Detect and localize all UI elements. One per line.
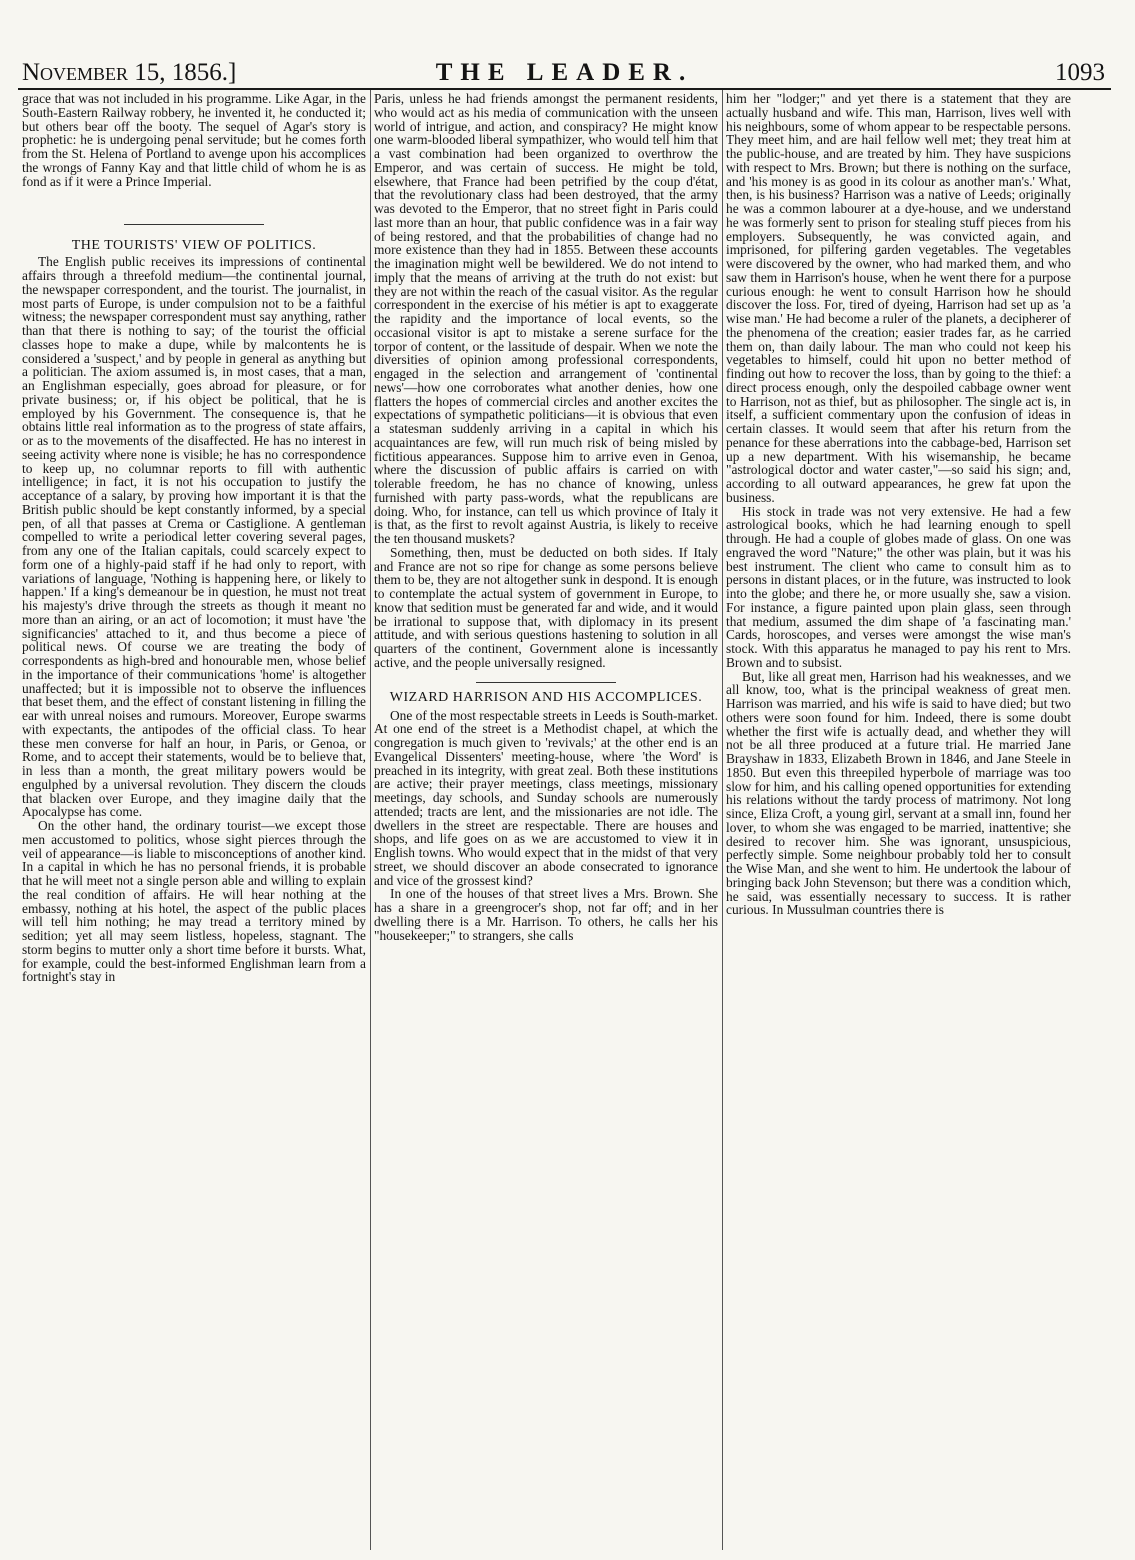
article-continuation: Paris, unless he had friends amongst the permanent residents, who would act as his media of communication with the unseen world of intrigue, and action, and conspiracy? He might know one warm-blooded liberal sympathizer, who would tell him that a vast combination had been organized to overthrow the Emperor, and was certain of success. He might be told, elsewhere, that France had been petrified by the coup d'état, that the revolutionary class had been destroyed, that the army was devoted to the Emperor, that no street fight in Paris could last more than an hour, that public confidence was in a fair way of being restored, and that the probabilities of change had no more existence than they had in 1855. Between these accounts the imagination might well be bewildered. We do not intend to imply that the means of arriving at the truth do not exist: but they are not within the reach of the casual visitor. As the regular correspondent in the exercise of his métier is apt to exaggerate the rapidity and the importance of local events, so the occasional visitor is apt to mistake a serene surface for the torpor of content, or the lassitude of despair. When we note the diversities of opinion among professional correspondents, engaged in the selection and arrangement of 'continental news'—how one corroborates what another denies, how one flatters the hopes of commercial circles and another excites the expectations of sympathetic politicians—it is obvious that even a statesman suddenly arriving in a capital in which his acquaintances are few, will run much risk of being misled by fictitious appearances. Suppose him to arrive even in Genoa, where the discussion of public affairs is carried on with tolerable freedom, he has no chance of knowing, unless furnished with party pass-words, what the republicans are doing. Who, for instance, can tell us which province of Italy it is that, as the first to revolt against Austria, is likely to receive the ten thousand muskets?: [374, 92, 718, 546]
publication-title: THE LEADER.: [435, 59, 694, 86]
paragraph: One of the most respectable streets in Leeds is South-market. At one end of the street is a Methodist chapel, at which the congregation is much given to 'revivals;' at the other end is an Evangelical Dissenters' meeting-house, where 'the Word' is preached in its integrity, with great zeal. Both these institutions are active; their prayer meetings, class meetings, missionary meetings, day schools, and Sunday schools are numerously attended; tracts are lent, and the missionaries are not idle. The dwellers in the street are respectable. There are houses and shops, and life goes on as we are accustomed to view it in English towns. Who would expect that in the midst of that very street, we should discover an abode consecrated to ignorance and vice of the grossest kind?: [374, 707, 718, 888]
masthead: [18, 58, 1111, 90]
paragraph: But, like all great men, Harrison had his weaknesses, and we all know, too, what is the principal weakness of great men. Harrison was married, and his wife is said to have died; but two others were soon found for him. Indeed, there is some doubt whether the first wife is actually dead, and whether they will not be all three produced at a future trial. He married Jane Brayshaw in 1833, Elizabeth Brown in 1846, and Jane Steele in 1850. But even this threepiled hyperbole of marriage was too slow for him, and his calling opened opportunities for extending his relations without the tardy process of matrimony. Not long since, Eliza Croft, a young girl, servant at a small inn, found her lover, to whom she was engaged to be married, inattentive; she desired to recover him. She was ignorant, unsuspicious, perfectly simple. Some neighbour probably told her to consult the Wise Man, and she went to him. He undertook the labour of bringing back John Stevenson; but there was a condition which, he said, was essentially necessary to success. It is rather curious. In Mussulman countries there is: [726, 668, 1071, 918]
column-rule: [370, 90, 371, 1550]
column-2: [374, 92, 718, 1552]
page-number: 1093: [1055, 59, 1105, 86]
paragraph: The English public receives its impressions of continental affairs through a threefold medium—the continental journal, the newspaper correspondent, and the tourist. The journalist, in most parts of Europe, is under compulsion not to be a faithful witness; the newspaper correspondent must say anything, rather than that there is nothing to say; of the tourist the official classes hope to make a dupe, while by malcontents he is considered a 'suspect,' and by people in general as anything but a politician. The axiom assumed is, in most cases, that a man, an Englishman especially, goes abroad for pleasure, or for private business; or, if his object be political, that he is employed by his Government. The consequence is, that he obtains little real information as to the progress of state affairs, or as to the movements of the disaffected. He has no interest in seeing activity where none is visible; he has no correspondence to keep up, no columnar reports to fill with authentic intelligence; in fact, it is not his occupation to justify the acceptance of a salary, by proving how important it is that the British public should be kept constantly informed, by a special pen, of all that passes at Crema or Castiglione. A gentleman compelled to write a periodical letter covering several pages, from any one of the Italian capitals, could scarcely expect to form one of a highly-paid staff if he had only to report, with variations of language, 'Nothing is happening here, or likely to happen.' If a king's demeanour be in question, he must not treat his majesty's drive through the streets as though it meant no more than an airing, or an act of locomotion; it must have 'the significancies' attached to it, and thus become a piece of political news. Of course we are treating the body of correspondents as high-bred and honourable men, whose belief in the importance of their communications 'home' is altogether unaffected; but it is impossible not to observe the influences that beset them, and the effect of constant listening in filling the ear with unreal noises and rumours. Moreover, Europe swarms with expectants, the antipodes of the official class. To hear these men converse for half an hour, in Paris, or Genoa, or Rome, and to accept their statements, would be to believe that, in less than a month, the great military powers would be engulphed by a universal revolution. They discern the clouds that blacken over Europe, and they imagine daily that the Apocalypse has come.: [22, 254, 366, 820]
paragraph: His stock in trade was not very extensive. He had a few astrological books, which he had learning enough to spell through. He had a couple of globes made of glass. On one was engraved the word "Nature;" the other was plain, but it was his best instrument. The client who came to consult him as to persons in distant places, or in the future, was instructed to look into the globe; and there he, or more usually she, saw a vision. For instance, a figure painted upon plain glass, seen through that medium, assumed the dim shape of 'a fascinating man.' Cards, horoscopes, and verses were amongst the wise man's stock. With this apparatus he managed to pay his rent to Mrs. Brown and to subsist.: [726, 503, 1071, 670]
column-rule: [722, 90, 723, 1550]
article-continuation: him her "lodger;" and yet there is a statement that they are actually husband and wife. This man, Harrison, lives well with his neighbours, some of whom appear to be respectable persons. They meet him, and are hail fellow well met; they treat him at the public-house, and are treated by him. They have suspicions with respect to Mrs. Brown; but there is nothing on the surface, and 'his money is as good in its colour as another man's.' What, then, is his business? Harrison was a native of Leeds; originally he was a common labourer at a dye-house, and we understand he was formerly sent to prison for stealing stuff pieces from his employers. Subsequently, he was convicted again, and imprisoned, for pilfering garden vegetables. The vegetables were discovered by the owner, who had marked them, and who saw them in Harrison's house, when he went there for a purpose curious enough: he went to consult Harrison how he should discover the loss. For, tired of dyeing, Harrison had set up as 'a wise man.' He had become a ruler of the planets, a decipherer of the phenomena of the creation; easier trades far, as he carried them on, than daily labour. The man who could not keep his vegetables to himself, could hit upon no better method of finding out how to recover the loss, than by going to the thief: a direct process enough, only the despoiled cabbage owner went to Harrison, not as thief, but as philosopher. The single act is, in itself, a sufficient commentary upon the confusion of ideas in certain classes. It would seem that after his return from the penance for these aberrations into the cabbage-bed, Harrison set up a new department. With his wisemanship, he became "astrological doctor and water caster,"—so said his sign; and, according to all outward appearances, he grew fat upon the business.: [726, 92, 1071, 505]
issue-date: November 15, 1856.]: [22, 59, 237, 86]
article-heading: THE TOURISTS' VIEW OF POLITICS.: [71, 238, 317, 254]
article-heading: WIZARD HARRISON AND HIS ACCOMPLICES.: [389, 689, 703, 705]
column-3: [726, 92, 1071, 1552]
article-continuation: grace that was not included in his programme. Like Agar, in the South-Eastern Railway robbery, he invented it, he conducted it; but others bear off the booty. The sequel of Agar's story is prophetic: he is undergoing penal servitude; but he comes forth from the St. Helena of Portland to avenge upon his accomplices the wrongs of Fanny Kay and that little child of whom he is as fond as if it were a Prince Imperial.: [22, 92, 366, 189]
paragraph: On the other hand, the ordinary tourist—we except those men accustomed to politics, whose sight pierces through the veil of appearance—is liable to misconceptions of another kind. In a capital in which he has no personal friends, it is probable that he will meet not a single person able and willing to explain the real condition of affairs. He will hear nothing at the embassy, nothing at his hotel, the aspect of the public places will tell him nothing; he may tread a territory mined by sedition; yet all may seem listless, hopeless, stagnant. The storm begins to mutter only a short time before it bursts. What, for example, could the best-informed Englishman learn from a fortnight's stay in: [22, 818, 366, 985]
column-1: [22, 92, 366, 1552]
paragraph: Something, then, must be deducted on both sides. If Italy and France are not so ripe for change as some persons believe them to be, they are not altogether sunk in despond. It is enough to contemplate the actual system of government in Europe, to know that sedition must be generated far and wide, and it would be irrational to suppose that, with diplomacy in its present attitude, and with serious questions hastening to solution in all quarters of the continent, Government alone is incessantly active, and the people universally resigned.: [374, 544, 718, 670]
paragraph: In one of the houses of that street lives a Mrs. Brown. She has a share in a greengrocer's shop, not far off; and in her dwelling there is a Mr. Harrison. To others, he calls her his "housekeeper;" to strangers, she calls: [374, 886, 718, 943]
